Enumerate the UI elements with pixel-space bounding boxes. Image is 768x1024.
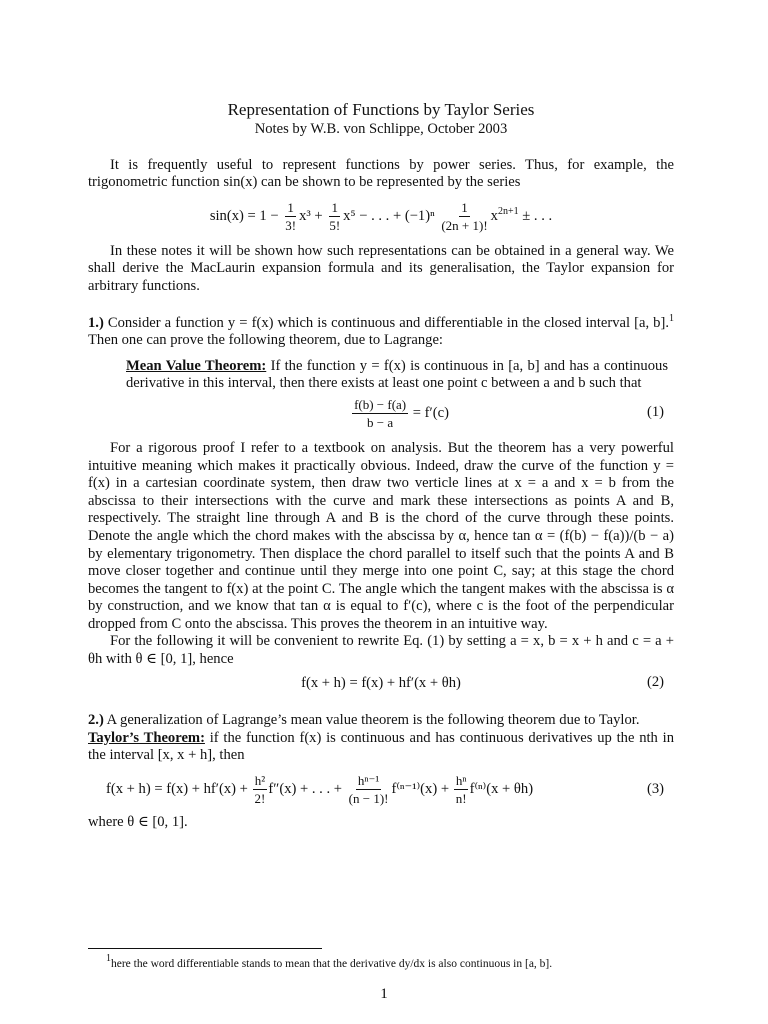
eq-sin-term-1: x³ + xyxy=(299,207,323,224)
equation-3 xyxy=(88,773,674,806)
document-subtitle: Notes by W.B. von Schlippe, October 2003 xyxy=(254,121,508,137)
eq3-tail: f⁽ⁿ⁾(x + θh) xyxy=(469,780,534,797)
rewrite-paragraph: For the following it will be convenient to rewrite Eq. (1) by setting a = x, b = x + h and c = a + θh with θ ∈ [0, 1], hence xyxy=(88,633,674,668)
mvt-label: Mean Value Theorem: xyxy=(126,357,267,374)
section-2-text: A generalization of Lagrange’s mean value theorem is the following theorem due to Taylor. xyxy=(103,712,640,729)
eq3-frac-3: $\frac{\text{hⁿ}}{n!}$ xyxy=(455,773,467,807)
eq3-number: (3) xyxy=(646,780,664,797)
section-1-paragraph xyxy=(88,310,674,350)
eq-sin-frac-3: $\frac{1}{(2n + 1)!}$ xyxy=(441,199,488,233)
section-2-label: 2.) xyxy=(88,712,104,729)
intro-paragraph: It is frequently useful to represent functions by power series. Thus, for example, the trigonometric function sin(x) can be shown to be represented by the series xyxy=(88,156,674,191)
footnote-mark: 1 xyxy=(106,953,111,964)
taylor-text: if the function f(x) is continuous and has continuous derivatives up the nth in the interval [x, x + h], then xyxy=(88,729,674,764)
document-page xyxy=(88,96,674,832)
eq3-frac-1: $\frac{\text{h²}}{2!}$ xyxy=(254,773,266,807)
taylor-theorem xyxy=(88,730,674,765)
eq1-number: (1) xyxy=(646,404,664,421)
eq-sin-term-2: x⁵ − . . . + (−1)ⁿ xyxy=(343,207,435,224)
eq-sin-term-3: x xyxy=(490,207,498,224)
eq1-rhs: = f′(c) xyxy=(412,404,449,421)
eq3-lhs: f(x + h) = f(x) + hf′(x) + xyxy=(106,780,248,797)
page-number: 1 xyxy=(380,986,388,1002)
footnote xyxy=(88,952,678,971)
section-1-text-2: Then one can prove the following theorem, due to Lagrange: xyxy=(88,332,443,349)
equation-1 xyxy=(126,397,674,430)
eq2-number: (2) xyxy=(646,674,664,691)
eq3-mid-2: f⁽ⁿ⁻¹⁾(x) + xyxy=(391,780,450,797)
eq-sin-lhs: sin(x) = 1 − xyxy=(209,207,279,224)
equation-sin-series xyxy=(88,200,674,233)
proof-paragraph: For a rigorous proof I refer to a textbook on analysis. But the theorem has a very powerful intuitive meaning which makes it practically obvious. Indeed, draw the curve of the function y = f(x) in a cartesian coordinate system, then draw two verticle lines at x = a and x = b from the abscissa to their intersections with the curve and mark these intersections as points A and B, respectively. The straight line through A and B is the chord of the curve through these points. Denote the angle which the chord makes with the abscissa by α, hence tan α = (f(b) − f(a))/(b − a) by elementary trigonometry. Then displace the chord parallel to itself such that the points A and B move closer together and continue until they merge into one point C, say; at this stage the chord becomes the tangent to f(x) at the point C. The angle which the tangent makes with the abscissa is α by construction, and we know that tan α is equal to f′(c), where c is the foot of the perpendicular dropped from C onto the abscissa. This proves the theorem in an intuitive way. xyxy=(88,439,674,632)
eq1-fraction: $\frac{f(b) - f(a)}{b - a}$ xyxy=(354,396,407,430)
eq3-frac-2: $\frac{\text{hⁿ⁻¹}}{(n - 1)!}$ xyxy=(348,773,389,807)
taylor-label: Taylor’s Theorem: xyxy=(88,729,205,746)
section-1-text: Consider a function y = f(x) which is continuous and differentiable in the closed interval [a, b]. xyxy=(107,314,669,331)
footnote-rule xyxy=(88,948,322,949)
eq2-text: f(x + h) = f(x) + hf′(x + θh) xyxy=(301,674,461,691)
mvt-text: If the function y = f(x) is continuous in [a, b] and has a continuous derivative in this interval, then there exists at least one point c between a and b such that xyxy=(126,357,668,392)
footnote-text: here the word differentiable stands to mean that the derivative dy/dx is also continuous in [a, b]. xyxy=(111,958,553,970)
eq-sin-frac-1: $\frac{1}{3!}$ xyxy=(285,199,297,233)
notes-paragraph: In these notes it will be shown how such representations can be obtained in a general way. We shall derive the MacLaurin expansion formula and its generalisation, the Taylor expansion for arbitrary functions. xyxy=(88,242,674,294)
section-1-label: 1.) xyxy=(88,314,104,331)
document-title: Representation of Functions by Taylor Series xyxy=(227,100,535,119)
equation-2 xyxy=(88,675,674,693)
mean-value-theorem xyxy=(126,358,668,393)
eq-sin-exponent: 2n+1 xyxy=(497,205,519,217)
eq-sin-frac-2: $\frac{1}{5!}$ xyxy=(329,199,341,233)
section-2-paragraph xyxy=(88,712,674,730)
eq3-mid-1: f″(x) + . . . + xyxy=(268,780,342,797)
eq-sin-tail: ± . . . xyxy=(518,207,553,224)
where-line: where θ ∈ [0, 1]. xyxy=(88,814,188,831)
footnote-marker: 1 xyxy=(669,312,674,324)
